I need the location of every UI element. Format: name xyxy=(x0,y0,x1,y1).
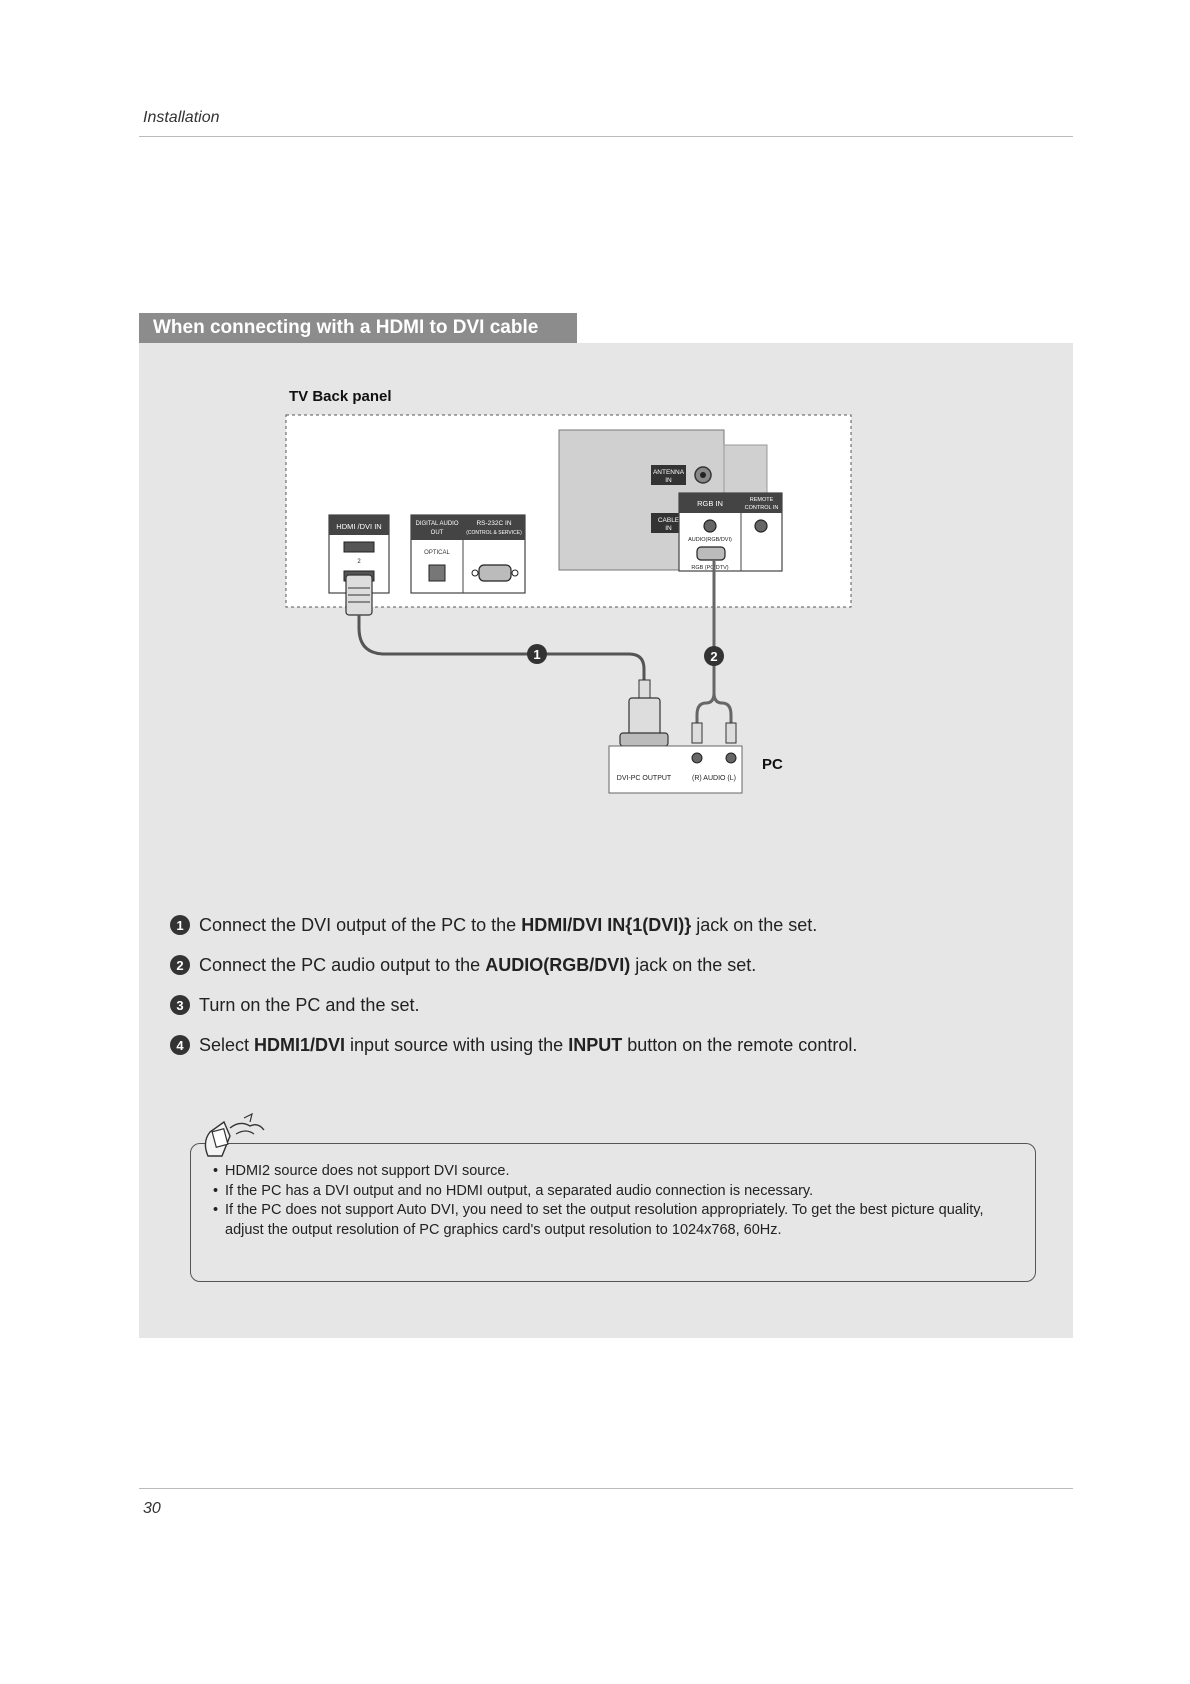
cable-1-line xyxy=(359,615,644,688)
antenna-jack-center-icon xyxy=(700,472,706,478)
cable-label: CABLE xyxy=(657,517,680,524)
footer-rule xyxy=(139,1488,1073,1489)
audio-r-jack-icon xyxy=(692,753,702,763)
remote-control-jack-icon xyxy=(755,520,767,532)
digital-audio-label-box xyxy=(411,515,463,540)
audio-plug-r-icon xyxy=(692,723,702,743)
rs232c-label: RS-232C IN xyxy=(476,520,512,527)
rgb-in-label: RGB IN xyxy=(697,499,723,508)
audio-l-jack-icon xyxy=(726,753,736,763)
rgb-pc-dtv-port-icon xyxy=(697,547,725,560)
audio-rl-label: (R) AUDIO (L) xyxy=(692,775,736,782)
dvi-pc-output-label: DVI-PC OUTPUT xyxy=(616,775,672,782)
step-3-number: 3 xyxy=(170,995,190,1015)
rs232c-screw-right-icon xyxy=(512,570,518,576)
digital-audio-label-out: OUT xyxy=(430,530,444,536)
rs232c-label-box xyxy=(463,515,525,540)
digital-audio-label: DIGITAL AUDIO xyxy=(415,521,459,527)
page-number: 30 xyxy=(143,1500,161,1517)
step-2-number: 2 xyxy=(170,955,190,975)
step-2-text: Connect the PC audio output to the AUDIO(RGB/DVI) jack on the set. xyxy=(199,954,757,975)
step-4 xyxy=(170,1025,1050,1065)
pc-label: PC xyxy=(762,756,783,773)
dvi-plug-body-icon xyxy=(629,698,660,736)
rs232c-port-icon xyxy=(479,565,511,581)
optical-label: OPTICAL xyxy=(424,550,450,556)
audio-rgb-dvi-jack-icon xyxy=(704,520,716,532)
hdmi-port-2-icon xyxy=(344,542,374,552)
hdmi-port-2-label: 2 xyxy=(357,559,361,565)
hdmi-dvi-in-label: HDMI /DVI IN xyxy=(336,522,382,531)
step-4-text: Select HDMI1/DVI input source with using the INPUT button on the remote control. xyxy=(199,1034,858,1055)
step-2 xyxy=(170,945,1050,985)
step-1-number: 1 xyxy=(170,915,190,935)
header-rule xyxy=(139,136,1073,137)
dvi-plug-face-icon xyxy=(620,733,668,746)
step-4-number: 4 xyxy=(170,1035,190,1055)
rgb-pc-dtv-label: RGB (PC/DTV) xyxy=(691,565,729,571)
note-list xyxy=(213,1162,1023,1240)
step-1 xyxy=(170,905,1050,945)
callout-1-label: 1 xyxy=(533,647,541,662)
note-item: • If the PC does not support Auto DVI, you need to set the output resolution appropriately. To get the best picture quality, adjust the output resolution of PC graphics card's output resolution to 1024x768, 60Hz. xyxy=(213,1201,1023,1240)
callout-2-label: 2 xyxy=(710,649,718,664)
header-section-label: Installation xyxy=(143,109,220,126)
tv-upper-block-tab xyxy=(724,445,767,493)
optical-port-icon xyxy=(429,565,445,581)
connection-diagram xyxy=(139,343,1073,863)
step-3 xyxy=(170,985,1050,1025)
rs232c-label-sub: (CONTROL & SERVICE) xyxy=(466,530,522,536)
step-1-text: Connect the DVI output of the PC to the HDMI/DVI IN{1(DVI)} jack on the set. xyxy=(199,914,818,935)
audio-plug-l-icon xyxy=(726,723,736,743)
audio-rgb-dvi-label: AUDIO(RGB/DVI) xyxy=(688,537,732,543)
antenna-label-in: IN xyxy=(665,477,672,484)
remote-control-label-in: CONTROL IN xyxy=(744,505,779,511)
step-3-text: Turn on the PC and the set. xyxy=(199,994,420,1015)
steps-list xyxy=(170,905,1050,1065)
rs232c-screw-left-icon xyxy=(472,570,478,576)
note-hand-icon xyxy=(200,1112,280,1162)
pc-outputs-box xyxy=(609,746,742,793)
antenna-label: ANTENNA xyxy=(652,469,685,476)
cable-label-in: IN xyxy=(665,525,672,532)
section-title: When connecting with a HDMI to DVI cable xyxy=(139,313,577,343)
tv-back-panel-title: TV Back panel xyxy=(289,388,392,405)
remote-control-label: REMOTE xyxy=(749,497,774,503)
note-item: • HDMI2 source does not support DVI source. xyxy=(213,1162,1023,1182)
dvi-plug-neck-icon xyxy=(639,680,650,698)
note-item: • If the PC has a DVI output and no HDMI output, a separated audio connection is necessary. xyxy=(213,1182,1023,1202)
